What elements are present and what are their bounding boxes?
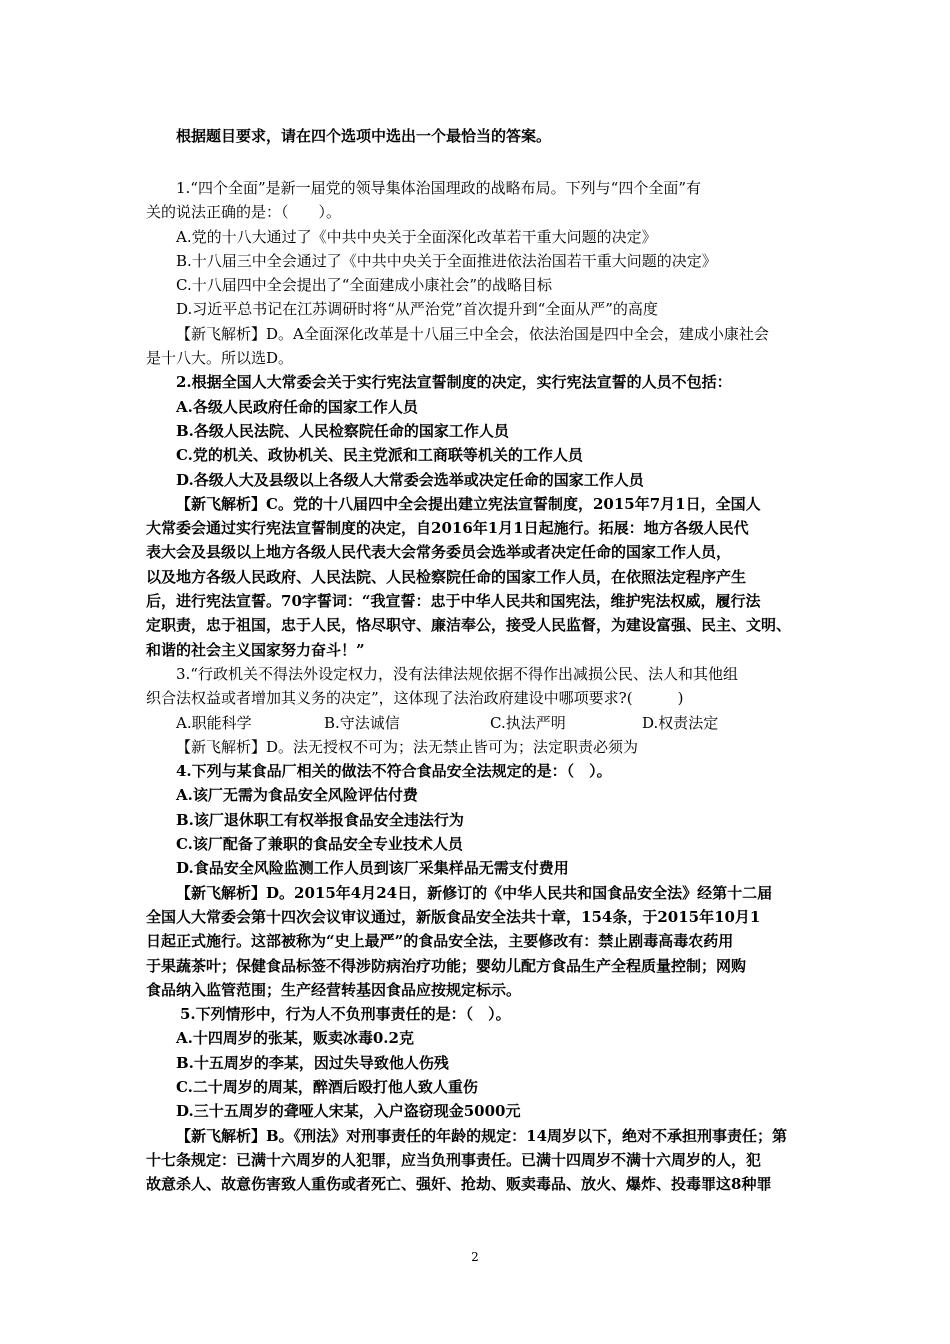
q4-option-b: B.该厂退休职工有权举报食品安全违法行为 [176,810,464,829]
q2-analysis-cont: 后，进行宪法宣誓。70字誓词：“我宣誓：忠于中华人民共和国宪法，维护宪法权威，履行法 [146,592,761,611]
q3-options [146,711,810,735]
q4-analysis-cont: 食品纳入监管范围；生产经营转基因食品应按规定标示。 [146,980,522,999]
q2-option-d: D.各级人大及县级以上各级人大常委会选举或决定任命的国家工作人员 [176,470,644,489]
q2-option-a: A.各级人民政府任命的国家工作人员 [176,397,418,416]
q4-analysis: 【新飞解析】D。2015年4月24日，新修订的《中华人民共和国食品安全法》经第十二届 [176,883,773,902]
q4-analysis-cont: 于果蔬茶叶；保健食品标签不得涉防病治疗功能；婴幼儿配方食品生产全程质量控制；网购 [146,956,747,975]
q4-option-a: A.该厂无需为食品安全风险评估付费 [176,786,418,805]
instruction-block [146,124,810,148]
page-number: 2 [471,1250,479,1264]
q2-option-b: B.各级人民法院、人民检察院任命的国家工作人员 [176,421,509,440]
q3-option-d: D.权责法定 [642,713,719,732]
q5-analysis: 【新飞解析】B。《刑法》对刑事责任的年龄的规定：14周岁以下，绝对不承担刑事责任；第 [176,1126,788,1145]
q3-option-b: B.守法诚信 [324,713,400,732]
q3-stem: 3.“行政机关不得法外设定权力，没有法律法规依据不得作出减损公民、法人和其他组 [176,664,738,683]
instruction-text: 根据题目要求，请在四个选项中选出一个最恰当的答案。 [176,127,552,145]
q2-analysis-cont: 定职责，忠于祖国，忠于人民，恪尽职守、廉洁奉公，接受人民监督，为建设富强、民主、文明、 [146,616,792,635]
q3-option-c: C.执法严明 [490,713,566,732]
q5-stem: 5.下列情形中，行为人不负刑事责任的是：（ ）。 [180,1005,511,1024]
q5-analysis-cont: 十七条规定：已满十六周岁的人犯罪，应当负刑事责任。已满十四周岁不满十六周岁的人，犯 [146,1150,762,1169]
q1-option-c: C.十八届四中全会提出了“全面建成小康社会”的战略目标 [176,276,553,295]
q1-analysis: 【新飞解析】D。A全面深化改革是十八届三中全会，依法治国是四中全会，建成小康社会 [176,324,769,343]
q4-option-c: C.该厂配备了兼职的食品安全专业技术人员 [176,835,463,854]
q2-analysis-cont: 大常委会通过实行宪法宣誓制度的决定，自2016年1月1日起施行。拓展：地方各级人民代 [146,519,749,538]
q3-stem-cont: 织合法权益或者增加其义务的决定”，这体现了法治政府建设中哪项要求?( ) [146,689,684,708]
q5-option-a: A.十四周岁的张某，贩卖冰毒0.2克 [176,1029,414,1048]
q2-stem: 2.根据全国人大常委会关于实行宪法宣誓制度的决定，实行宪法宣誓的人员不包括： [176,373,732,392]
q5-option-d: D.三十五周岁的聋哑人宋某，入户盗窃现金5000元 [176,1102,521,1121]
q2-option-c: C.党的机关、政协机关、民主党派和工商联等机关的工作人员 [176,446,583,465]
q2-analysis: 【新飞解析】C。党的十八届四中全会提出建立宪法宣誓制度，2015年7月1日，全国人 [176,494,761,513]
q1-stem: 1.“四个全面”是新一届党的领导集体治国理政的战略布局。下列与“四个全面”有 [176,179,701,197]
q4-option-d: D.食品安全风险监测工作人员到该厂采集样品无需支付费用 [176,859,569,878]
q4-analysis-cont: 日起正式施行。这部被称为“史上最严”的食品安全法，主要修改有：禁止剧毒高毒农药用 [146,932,734,951]
q1-analysis-cont: 是十八大。所以选D。 [146,349,294,368]
q5-analysis-cont: 故意杀人、故意伤害致人重伤或者死亡、强奸、抢劫、贩卖毒品、放火、爆炸、投毒罪这8种罪 [146,1175,772,1194]
question-block [146,176,810,1196]
q1-option-a: A.党的十八大通过了《中共中央关于全面深化改革若干重大问题的决定》 [176,227,657,246]
q2-analysis-cont: 和谐的社会主义国家努力奋斗！” [146,640,365,659]
q1-option-b: B.十八届三中全会通过了《中共中央关于全面推进依法治国若干重大问题的决定》 [176,251,717,270]
q1-option-d: D.习近平总书记在江苏调研时将“从严治党”首次提升到“全面从严”的高度 [176,300,658,319]
q1-stem-cont: 关的说法正确的是：（ ）。 [146,203,342,222]
q4-stem: 4.下列与某食品厂相关的做法不符合食品安全法规定的是：（ ）。 [176,762,612,781]
q3-analysis: 【新飞解析】D。法无授权不可为；法无禁止皆可为；法定职责必须为 [176,737,639,756]
q4-analysis-cont: 全国人大常委会第十四次会议审议通过，新版食品安全法共十章，154条，于2015年10月1 [146,907,761,926]
q5-option-b: B.十五周岁的李某，因过失导致他人伤残 [176,1053,449,1072]
q2-analysis-cont: 表大会及县级以上地方各级人民代表大会常务委员会选举或者决定任命的国家工作人员， [146,543,732,562]
q3-option-a: A.职能科学 [176,713,252,732]
q2-analysis-cont: 以及地方各级人民政府、人民法院、人民检察院任命的国家工作人员，在依照法定程序产生 [146,567,747,586]
q5-option-c: C.二十周岁的周某，醉酒后殴打他人致人重伤 [176,1077,478,1096]
